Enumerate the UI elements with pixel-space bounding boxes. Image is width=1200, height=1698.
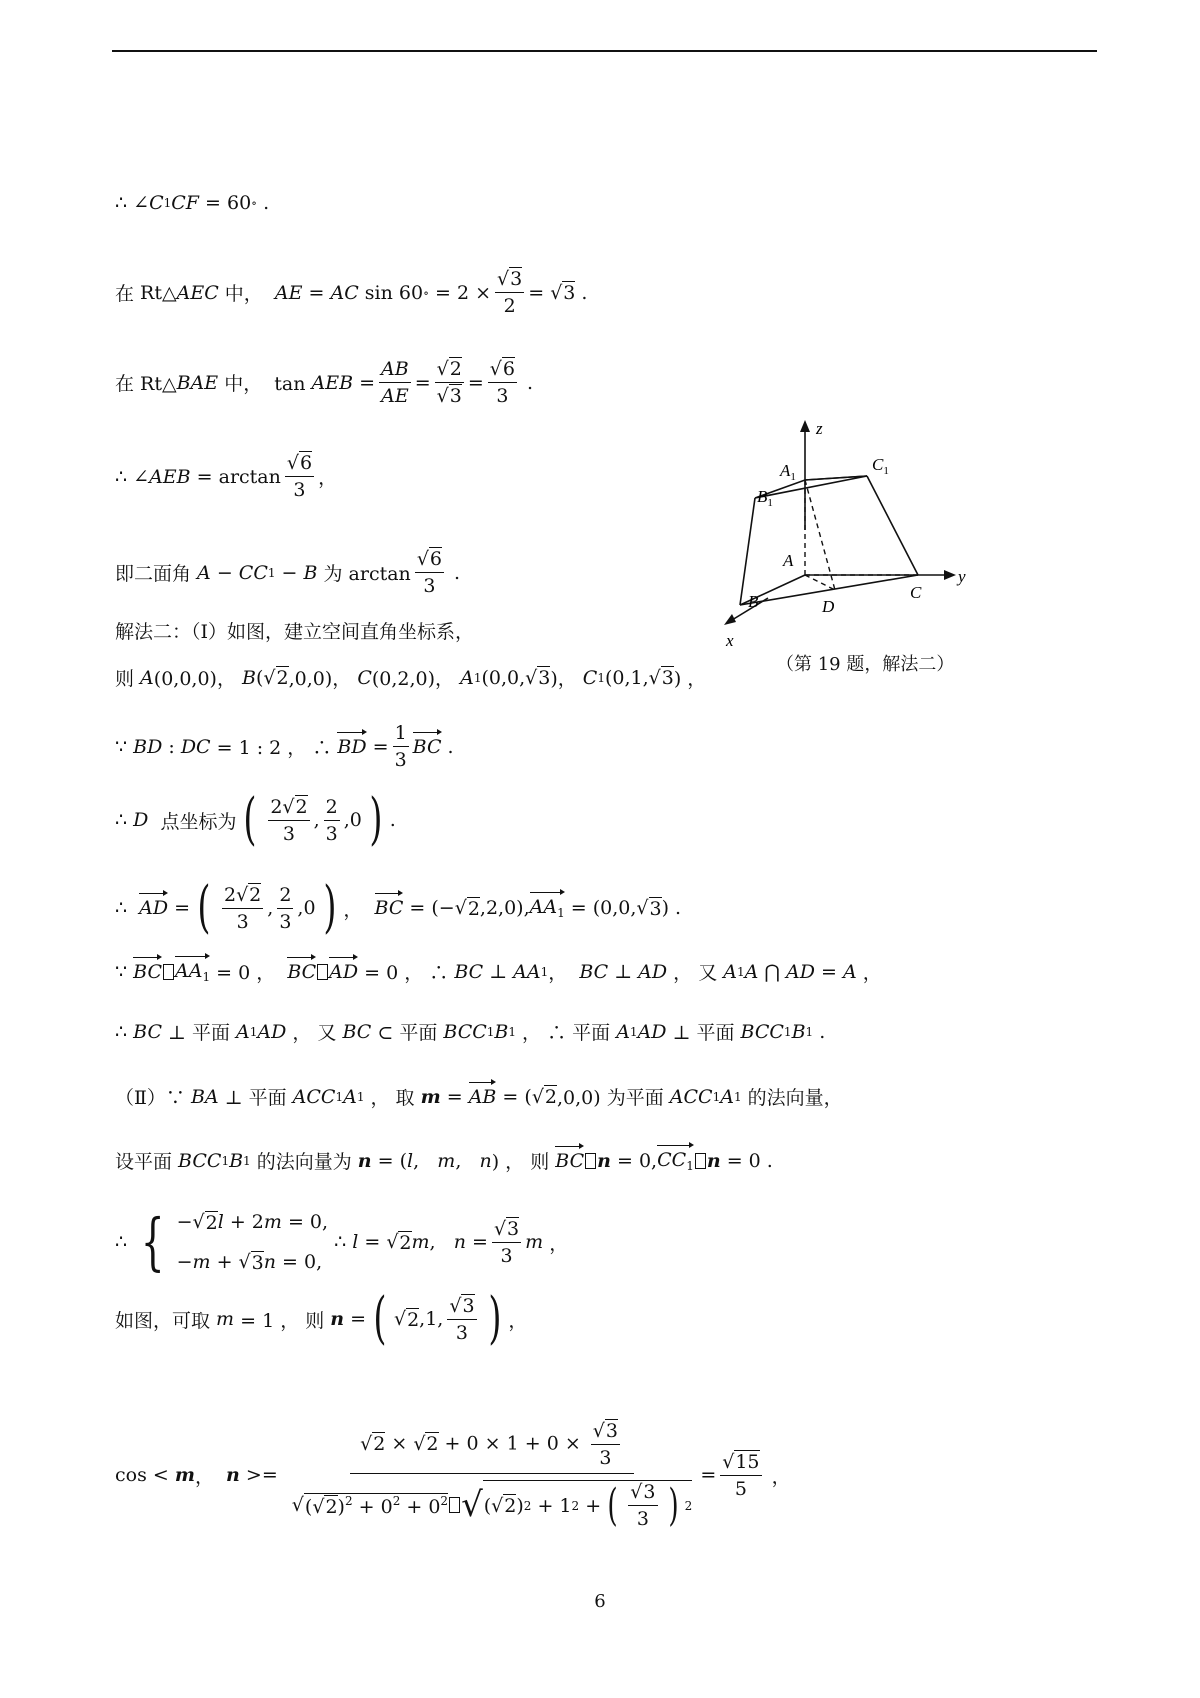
rt-label: Rt	[140, 281, 162, 304]
label-c: C	[910, 583, 922, 602]
line-normal-n: 设平面 BCC 1 B 1 的法向量为 n = ( l , m , n ) ， 则 BC n = 0, $CC_1$ n = 0 .	[115, 1148, 773, 1173]
label-x: x	[726, 631, 734, 650]
label-b1: $B_1$	[757, 487, 773, 509]
page-number: 6	[594, 1591, 606, 1612]
line-part2: （Ⅱ）∵ BA ⊥ 平面 ACC 1 A 1 ， 取 m = AB = ( √ 2 ,0,0) 为平面 ACC 1 A 1 的法向量，	[115, 1083, 843, 1110]
x-axis-arrow	[724, 614, 736, 625]
z-axis-arrow	[800, 420, 810, 432]
line-system: ∴ { − √ 2 l + 2 m = 0, − m + √ 3 n = 0, ∴ l = √ 2 m , n = √ $\frac{3}{3}$ m ，	[115, 1202, 568, 1282]
line-d-coord: ∴ D 点坐标为 ( $\frac{2√ 2}{3}$ , $\frac{2}{3}$ ,0 ) .	[115, 792, 396, 848]
line-vectors: ∴ AD = ( $\frac{2√ 2}{3}$ , $\frac{2}{3}$ ,0 ) ， BC = (− √ 2 ,2,0), $AA_1$ = (0,0, √ 3 ) .	[115, 880, 681, 936]
line-angle-c1cf: ∴ ∠ C 1 CF = 60 ∘ .	[115, 192, 270, 214]
line-dihedral: 即二面角 A − CC 1 − B 为 arctan √ $\frac{6}{3}$ .	[115, 548, 460, 597]
edge-a1d	[805, 480, 835, 590]
line-tan-aeb: 在 Rt△ BAE 中， tan AEB = $\frac{AB}{AE}$ = √ 2 √ 3 = √ $\frac{6}{3}$ .	[115, 358, 533, 407]
label-c1: $C_1$	[872, 455, 889, 477]
prism-coordinate-figure	[720, 420, 980, 650]
y-axis-arrow	[944, 570, 956, 580]
line-dot-products: ∵ BC $AA_1$ = 0 ， BC AD = 0 ， ∴ BC ⊥ AA 1 ， BC ⊥ AD ， 又 A 1 A ⋂ AD = A ，	[115, 959, 882, 984]
label-z: z	[816, 420, 823, 438]
figure-caption: （第 19 题，解法二）	[776, 654, 955, 675]
line-method2: 解法二：（Ⅰ）如图，建立空间直角坐标系，	[115, 621, 475, 643]
label-a1: $A_1$	[780, 461, 796, 483]
label-a: A	[783, 551, 794, 570]
line-ae: 在 Rt △ AEC 中， AE = AC sin 60 ∘ = 2 × √ $\frac{3}{2}$ = √ 3 .	[115, 268, 587, 317]
label-b: B	[748, 592, 759, 611]
header-rule	[112, 50, 1097, 52]
edge-b1b	[740, 498, 755, 605]
line-aeb-arctan: ∴ ∠ AEB = arctan √ $\frac{6}{3}$ ，	[115, 452, 337, 501]
edge-ad	[805, 575, 835, 590]
edge-c1c	[867, 476, 918, 575]
line-take-m: 如图，可取 m = 1 ， 则 n = ( √ 2 ,1, √ $\frac{3}{3}$ ) ，	[115, 1291, 527, 1347]
line-coords: 则 A (0,0,0)， B ( √ 2 ,0,0)， C (0,2,0)， A 1 (0,0, √ 3 )， C 1 (0,1, √ 3 ) ，	[115, 664, 706, 691]
line-cos: cos < m ， n >= √ 2 × √ 2 + 0 × 1 + 0 × √ $\frac{3}{3}$ √ (√ $2)^2 + 0^2 + 0^2$ √ ( √ 2 ) 2 + 1 2 + ( √ $\frac{3}{3}$ ) 2 = √ $\frac{15}{5}$ ，	[115, 1420, 791, 1530]
line-perp-planes: ∴ BC ⊥ 平面 A 1 AD ， 又 BC ⊂ 平面 BCC 1 B 1 ， ∴ 平面 A 1 AD ⊥ 平面 BCC 1 B 1 .	[115, 1020, 826, 1044]
line-bd-dc: ∵ BD : DC = 1 : 2 ， ∴ BD = $\frac{1}{3}$ BC .	[115, 722, 454, 771]
label-d: D	[822, 597, 835, 616]
label-y: y	[958, 567, 966, 586]
